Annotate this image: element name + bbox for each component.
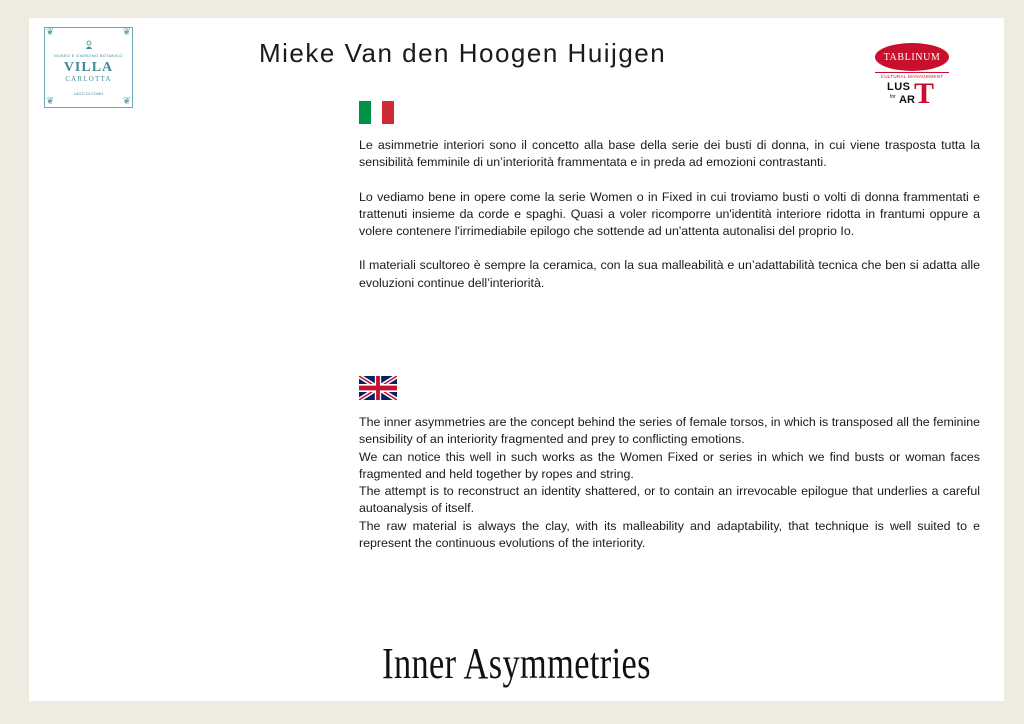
villa-logo-name: VILLA [63,60,114,75]
uk-flag-icon [359,376,397,400]
english-paragraph: We can notice this well in such works as the Women Fixed or series in which we find busts or woman faces fragmented and held together by ropes and string. [359,449,980,481]
lust-ar-text: AR [899,94,915,106]
tablinum-logo [875,43,955,113]
italian-paragraph: Lo vediamo bene in opere come la serie Women o in Fixed in cui troviamo busti o volti di donna frammentati e trattenuti insieme da corde e spaghi. Quasi a voler ricomporre un'identità interiore ridotta in frantumi oppure a volere contenere l'irrimediabile epilogo che sottende ad un'attenta autonalisi del proprio Io. [359,189,980,239]
lust-t-text: T [914,77,935,110]
ornament-icon: ❦ [122,27,131,38]
english-paragraph: The raw material is always the clay, with its malleability and adaptability, that technique is well suited to e represent the continuous evolutions of the interiority. [359,518,980,551]
italian-description [359,137,980,309]
ornament-icon: ❦ [122,96,131,107]
document-page [29,18,1004,701]
villa-logo-subname: CARLOTTA [65,75,112,83]
lust-for-art-logo [887,77,947,110]
italian-flag-icon [359,101,394,124]
artwork-title: Inner Asymmetries [382,639,651,688]
tablinum-tagline: CULTURAL MANAGEMENT [875,72,949,79]
english-paragraph: The attempt is to reconstruct an identity shattered, or to contain an irrevocable epilogue that underlies a careful autoanalysis of itself. [359,484,980,516]
english-description [359,414,980,552]
villa-carlotta-logo [44,27,133,108]
italian-paragraph: Le asimmetrie interiori sono il concetto alla base della serie dei busti di donna, in cui viene trasposta tutta la sensibilità femminile di un’interiorità frammentata e in preda ad emozioni contrastanti. [359,138,980,170]
artist-name: Mieke Van den Hoogen Huijgen [259,38,667,68]
italian-paragraph: Il materiali scultoreo è sempre la ceramica, con la sua malleabilità e un’adattabilità tecnica che ben si adatta alle evoluzioni continue dell’interiorità. [359,258,980,290]
lust-for-text: for [890,94,896,100]
crest-icon [45,40,132,50]
ornament-icon: ❦ [46,96,55,107]
lust-text: LUS [887,81,911,93]
ornament-icon: ❦ [46,27,55,38]
english-paragraph: The inner asymmetries are the concept behind the series of female torsos, in which is transposed all the feminine sensibility of an interiority fragmented and prey to conflicting emotions. [359,415,980,447]
villa-logo-bottom-text: LAGO DI COMO [73,91,104,96]
villa-logo-top-text: MUSEO E GIARDINO BOTANICO [54,53,123,58]
tablinum-oval: TABLINUM [875,43,949,71]
